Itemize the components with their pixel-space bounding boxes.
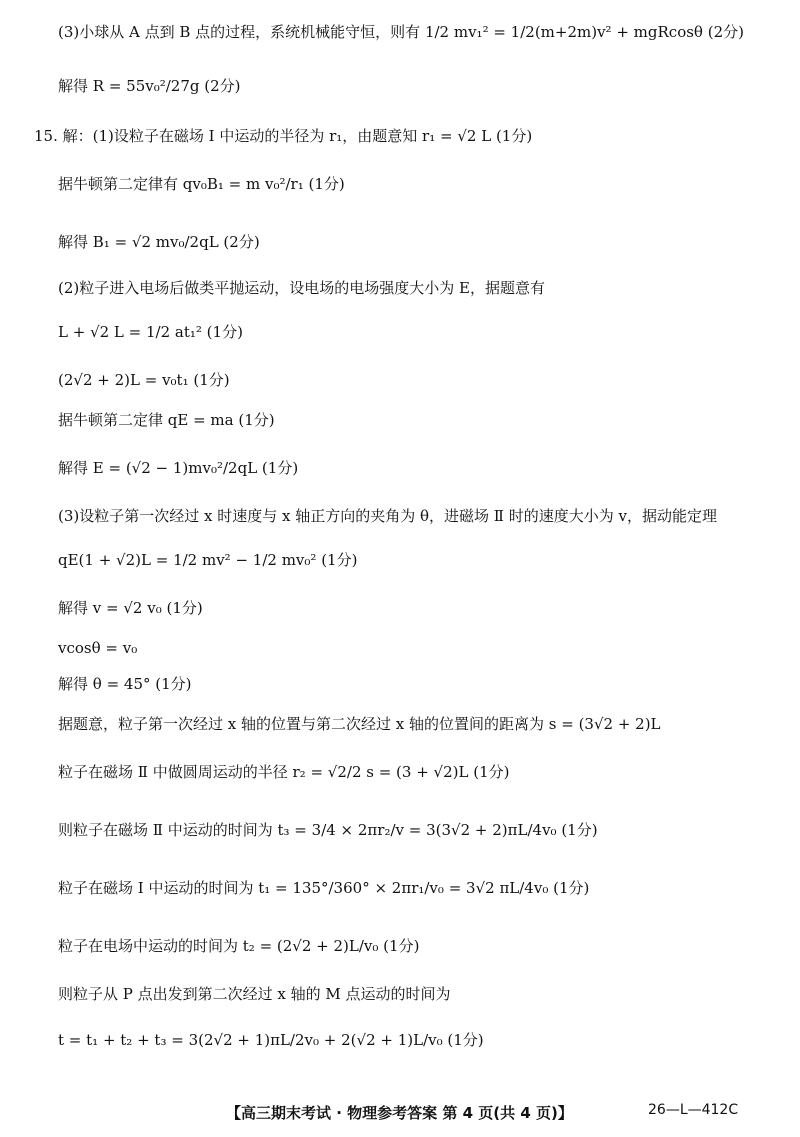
line-17: 粒子在磁场 Ⅱ 中做圆周运动的半径 r₂ = √2/2 s = (3 + √2)L (1分)	[58, 763, 510, 781]
line-18: 则粒子在磁场 Ⅱ 中运动的时间为 t₃ = 3/4 × 2πr₂/v = 3(3√2 + 2)πL/4v₀ (1分)	[58, 821, 598, 839]
line-20: 粒子在电场中运动的时间为 t₂ = (2√2 + 2)L/v₀ (1分)	[58, 937, 420, 955]
line-8: (2√2 + 2)L = v₀t₁ (1分)	[58, 371, 230, 389]
line-2: 解得 R = 55v₀²/27g (2分)	[58, 77, 241, 95]
line-4: 据牛顿第二定律有 qv₀B₁ = m v₀²/r₁ (1分)	[58, 175, 345, 193]
line-19: 粒子在磁场 Ⅰ 中运动的时间为 t₁ = 135°/360° × 2πr₁/v₀ = 3√2 πL/4v₀ (1分)	[58, 879, 590, 897]
line-21: 则粒子从 P 点出发到第二次经过 x 轴的 M 点运动的时间为	[58, 985, 451, 1003]
line-10: 解得 E = (√2 − 1)mv₀²/2qL (1分)	[58, 459, 299, 477]
line-15: 解得 θ = 45° (1分)	[58, 675, 192, 693]
line-13: 解得 v = √2 v₀ (1分)	[58, 599, 203, 617]
line-3: 15. 解：(1)设粒子在磁场 Ⅰ 中运动的半径为 r₁，由题意知 r₁ = √2 L (1分)	[34, 127, 533, 145]
line-16: 据题意，粒子第一次经过 x 轴的位置与第二次经过 x 轴的位置间的距离为 s = (3√2 + 2)L	[58, 715, 661, 733]
line-9: 据牛顿第二定律 qE = ma (1分)	[58, 411, 275, 429]
line-7: L + √2 L = 1/2 at₁² (1分)	[58, 323, 243, 341]
line-6: (2)粒子进入电场后做类平抛运动，设电场的电场强度大小为 E，据题意有	[58, 279, 545, 297]
line-14: vcosθ = v₀	[58, 639, 138, 657]
line-12: qE(1 + √2)L = 1/2 mv² − 1/2 mv₀² (1分)	[58, 551, 358, 569]
line-11: (3)设粒子第一次经过 x 时速度与 x 轴正方向的夹角为 θ，进磁场 Ⅱ 时的速度大小为 v，据动能定理	[58, 507, 718, 525]
document-code: 26—L—412C	[648, 1102, 739, 1118]
line-22: t = t₁ + t₂ + t₃ = 3(2√2 + 1)πL/2v₀ + 2(√2 + 1)L/v₀ (1分)	[58, 1031, 484, 1049]
line-1: (3)小球从 A 点到 B 点的过程，系统机械能守恒，则有 1/2 mv₁² = 1/2(m+2m)v² + mgRcosθ (2分)	[58, 23, 744, 41]
line-5: 解得 B₁ = √2 mv₀/2qL (2分)	[58, 233, 260, 251]
page-footer: 【高三期末考试 · 物理参考答案 第 4 页(共 4 页)】	[226, 1104, 573, 1122]
